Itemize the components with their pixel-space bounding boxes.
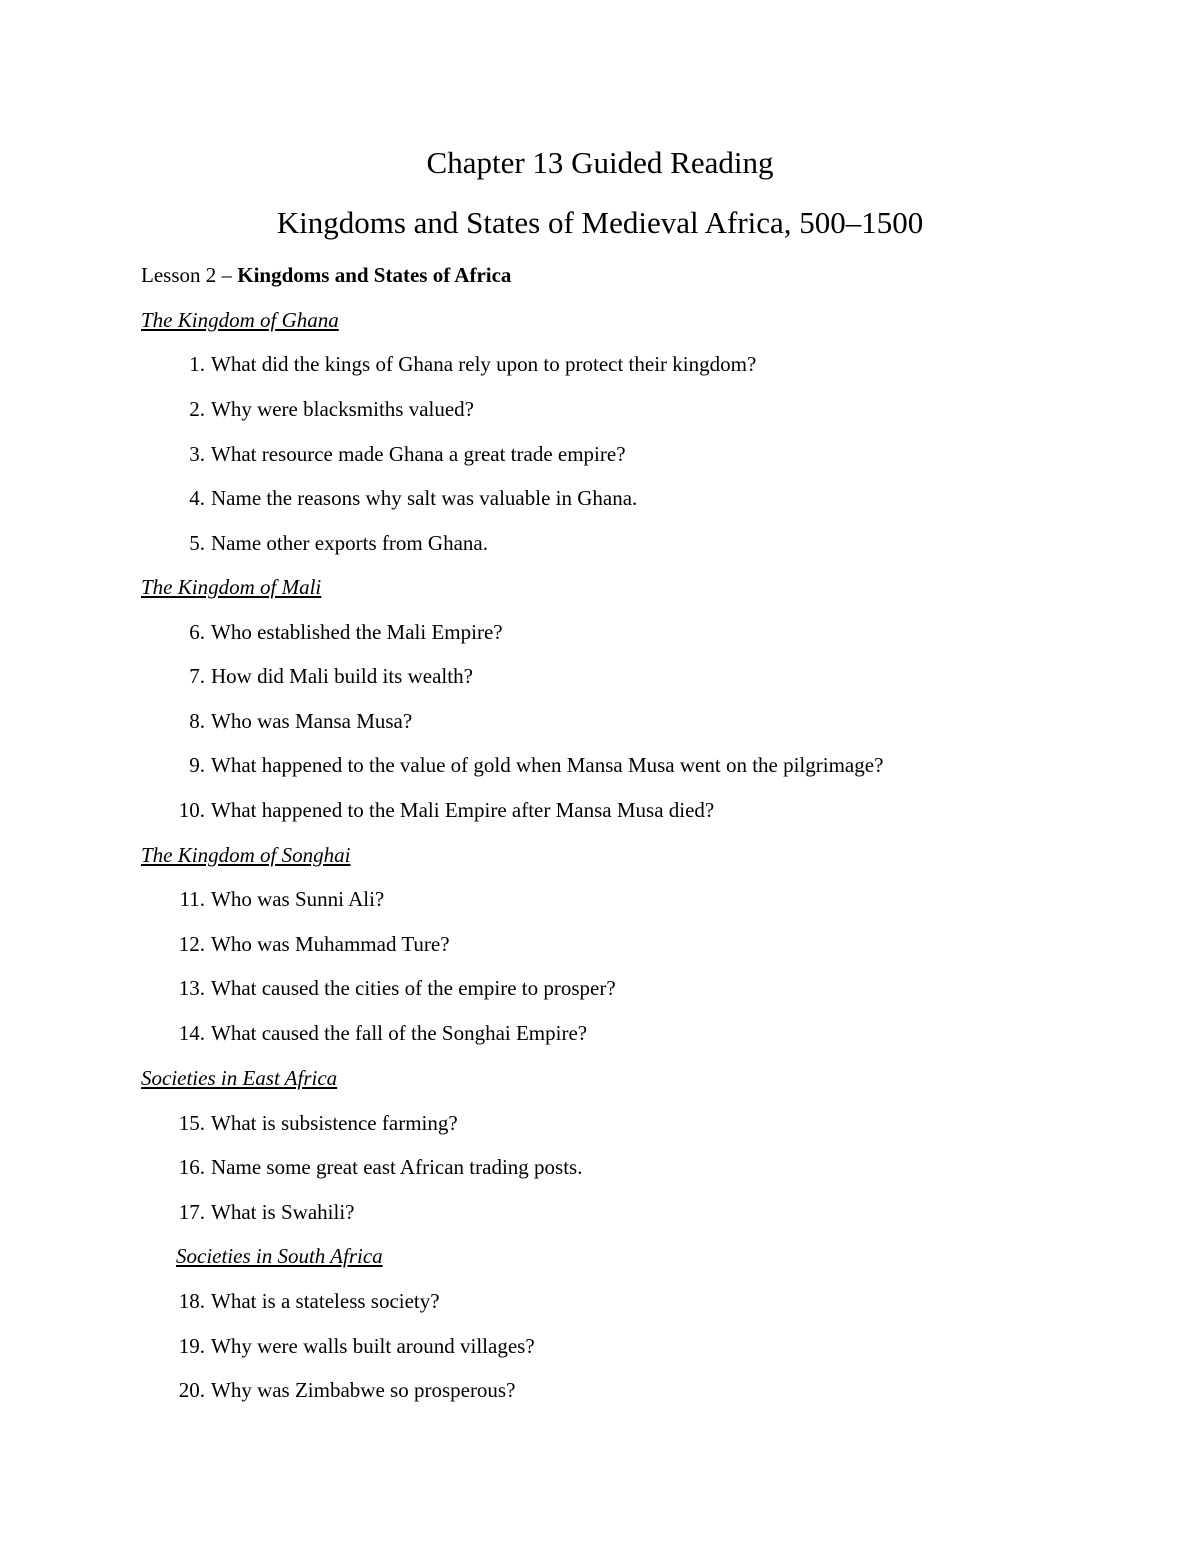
question-text: What caused the cities of the empire to prosper? — [211, 976, 616, 1000]
question-number: 13. — [178, 976, 205, 1000]
section-heading-ghana: The Kingdom of Ghana — [141, 308, 339, 332]
question-item — [178, 1333, 535, 1359]
question-item — [189, 351, 757, 377]
question-text: What is a stateless society? — [211, 1289, 440, 1313]
question-item — [179, 886, 385, 912]
question-number: 1. — [189, 352, 205, 376]
question-item — [189, 485, 638, 511]
question-text: What is subsistence farming? — [211, 1111, 458, 1135]
question-text: Who was Sunni Ali? — [211, 887, 385, 911]
section-heading-mali: The Kingdom of Mali — [141, 575, 322, 599]
question-item — [178, 797, 715, 823]
question-text: Who was Mansa Musa? — [211, 709, 413, 733]
question-text: What did the kings of Ghana rely upon to protect their kingdom? — [211, 352, 757, 376]
question-number: 3. — [189, 442, 205, 466]
question-number: 8. — [189, 709, 205, 733]
question-item — [178, 1377, 516, 1403]
question-number: 2. — [189, 397, 205, 421]
section-heading-east-africa: Societies in East Africa — [141, 1066, 338, 1090]
question-text: What happened to the value of gold when Mansa Musa went on the pilgrimage? — [211, 753, 884, 777]
question-item — [189, 663, 473, 689]
question-item — [189, 396, 474, 422]
question-number: 7. — [189, 664, 205, 688]
question-number: 11. — [179, 887, 205, 911]
question-item — [189, 752, 884, 778]
question-number: 6. — [189, 620, 205, 644]
question-number: 14. — [178, 1021, 205, 1045]
question-item — [178, 931, 450, 957]
question-number: 4. — [189, 486, 205, 510]
question-item — [178, 1020, 588, 1046]
page-subtitle: Kingdoms and States of Medieval Africa, 500–1500 — [276, 205, 924, 240]
question-number: 12. — [178, 932, 205, 956]
question-number: 10. — [178, 798, 205, 822]
question-item — [189, 530, 488, 556]
question-text: What is Swahili? — [211, 1200, 355, 1224]
section-heading-south-africa: Societies in South Africa — [176, 1244, 383, 1268]
question-number: 5. — [189, 531, 205, 555]
question-item — [189, 708, 413, 734]
question-item — [178, 1199, 355, 1225]
question-item — [178, 1288, 440, 1314]
question-number: 18. — [178, 1289, 205, 1313]
question-item — [178, 975, 616, 1001]
section-heading-songhai: The Kingdom of Songhai — [141, 843, 351, 867]
question-text: Name the reasons why salt was valuable in Ghana. — [211, 486, 638, 510]
question-number: 17. — [178, 1200, 205, 1224]
question-number: 15. — [178, 1111, 205, 1135]
question-text: What resource made Ghana a great trade empire? — [211, 442, 626, 466]
question-text: Why was Zimbabwe so prosperous? — [211, 1378, 516, 1402]
question-text: Name other exports from Ghana. — [211, 531, 488, 555]
question-text: Why were walls built around villages? — [211, 1334, 535, 1358]
question-item — [178, 1110, 458, 1136]
lesson-heading — [141, 262, 511, 288]
question-number: 9. — [189, 753, 205, 777]
lesson-prefix: Lesson 2 – — [141, 263, 238, 287]
question-text: Why were blacksmiths valued? — [211, 397, 474, 421]
question-text: Who established the Mali Empire? — [211, 620, 503, 644]
question-number: 19. — [178, 1334, 205, 1358]
page-title: Chapter 13 Guided Reading — [426, 145, 774, 180]
question-text: What happened to the Mali Empire after Mansa Musa died? — [211, 798, 715, 822]
question-text: How did Mali build its wealth? — [211, 664, 473, 688]
question-item — [189, 619, 503, 645]
question-item — [178, 1154, 583, 1180]
question-item — [189, 441, 626, 467]
question-text: What caused the fall of the Songhai Empire? — [211, 1021, 588, 1045]
question-number: 16. — [178, 1155, 205, 1179]
lesson-name: Kingdoms and States of Africa — [237, 263, 512, 287]
question-number: 20. — [178, 1378, 205, 1402]
question-text: Name some great east African trading posts. — [211, 1155, 583, 1179]
question-text: Who was Muhammad Ture? — [211, 932, 450, 956]
